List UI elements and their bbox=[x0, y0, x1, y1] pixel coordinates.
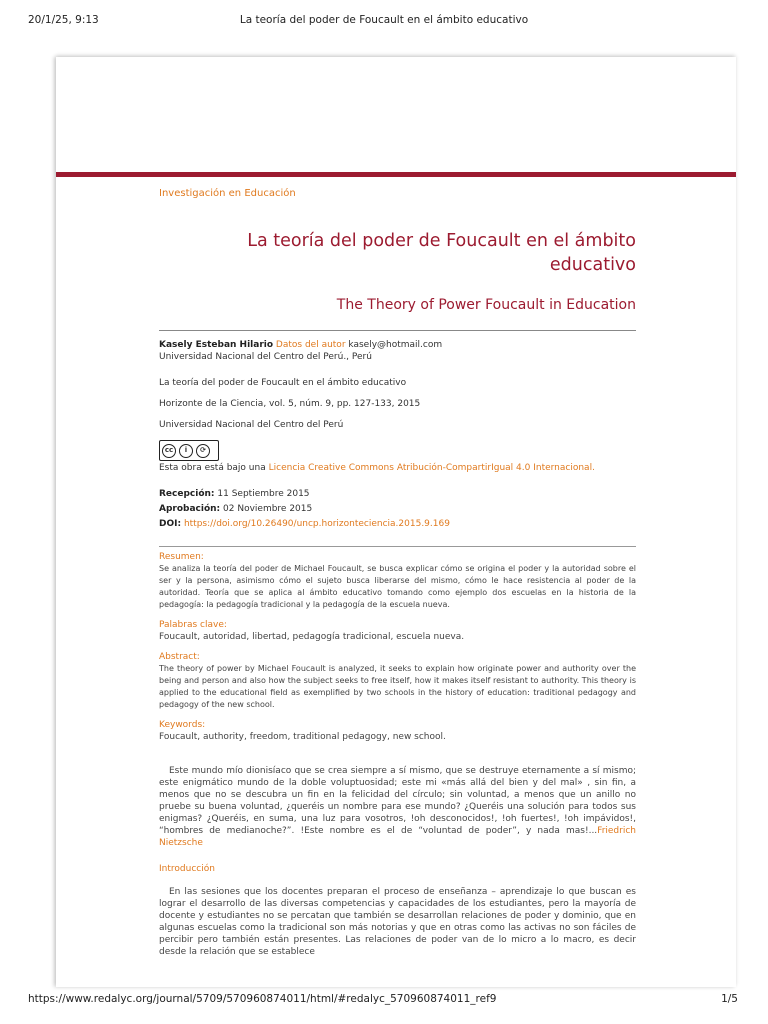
doi-link[interactable]: https://doi.org/10.26490/uncp.horizonteciencia.2015.9.169 bbox=[183, 519, 450, 529]
section-tag: Investigación en Educación bbox=[159, 188, 296, 199]
approval-date: 02 Noviembre 2015 bbox=[223, 504, 313, 514]
author-affiliation: Universidad Nacional del Centro del Perú., Perú bbox=[159, 352, 372, 362]
print-url: https://www.redalyc.org/journal/5709/570960874011/html/#redalyc_570960874011_ref9 bbox=[28, 993, 497, 1005]
author-email: kasely@hotmail.com bbox=[348, 340, 443, 350]
keywords-text: Foucault, authority, freedom, traditional pedagogy, new school. bbox=[159, 732, 446, 742]
divider bbox=[159, 546, 636, 547]
reception-label: Recepción: bbox=[159, 489, 215, 499]
author-details-link[interactable]: Datos del autor bbox=[275, 340, 346, 350]
sa-icon: ⟳ bbox=[196, 444, 210, 458]
article-subtitle: The Theory of Power Foucault in Education bbox=[336, 297, 636, 313]
dates-block bbox=[159, 487, 636, 532]
intro-heading: Introducción bbox=[159, 864, 215, 874]
reception-date: 11 Septiembre 2015 bbox=[217, 489, 310, 499]
author-name: Kasely Esteban Hilario bbox=[159, 340, 274, 350]
epigraph-text: Este mundo mío dionisíaco que se crea siempre a sí mismo, que se destruye eternamente a sí mismo; este enigmático mundo de la doble voluptuosidad; este mi «más allá del bien y del mal» , sin fin, a menos que no se descubra un fin en la felicidad del círculo; sin voluntad, a menos que un anillo no pruebe su buena voluntad, ¿queréis un nombre para ese mundo? ¿Queréis una solución para todos sus enigmas? ¿Queréis, en suma, una luz para vosotros, !oh desconocidos!, !oh fuertes!, !oh impávidos!, “hombres de medianoche?”. !Este nombre es el de “voluntad de poder”, y nada mas!... bbox=[159, 766, 636, 836]
citation-block bbox=[159, 377, 636, 431]
epigraph-author-link[interactable]: Friedrich Nietzsche bbox=[159, 826, 636, 848]
intro-text: En las sesiones que los docentes preparan el proceso de enseñanza – aprendizaje lo que buscan es lograr el desarrollo de las diversas competencias y capacidades de los estudiantes, pero la mayoría de docente y estudiantes no se percatan que también se desarrollan relaciones de poder y dominio, que en algunas escuelas como la tradicional son más notorias y que en otras como las activas no son fáciles de percibir pero también están presentes. Las relaciones de poder van de lo micro a lo macro, es decir desde la relación que se establece bbox=[159, 887, 636, 957]
article-title: La teoría del poder de Foucault en el ámbito educativo bbox=[247, 231, 636, 275]
approval-label: Aprobación: bbox=[159, 504, 221, 514]
article-page bbox=[56, 57, 736, 987]
page-number: 1/5 bbox=[721, 993, 738, 1005]
doi-label: DOI: bbox=[159, 519, 182, 529]
article-content bbox=[159, 188, 636, 958]
author-block bbox=[159, 339, 636, 363]
abstract-label: Abstract: bbox=[159, 652, 200, 662]
keywords-label: Keywords: bbox=[159, 720, 206, 730]
header-accent-bar bbox=[56, 172, 736, 177]
palabras-label: Palabras clave: bbox=[159, 620, 227, 630]
license-link[interactable]: Licencia Creative Commons Atribución-CompartirIgual 4.0 Internacional. bbox=[268, 463, 595, 473]
citation-title: La teoría del poder de Foucault en el ámbito educativo bbox=[159, 378, 407, 388]
divider bbox=[159, 330, 636, 331]
print-date: 20/1/25, 9:13 bbox=[28, 14, 99, 26]
citation-journal: Horizonte de la Ciencia, vol. 5, núm. 9, pp. 127-133, 2015 bbox=[159, 399, 421, 409]
abstract-text: The theory of power by Michael Foucault is analyzed, it seeks to explain how originate power and authority over the being and person and also how the subject seeks to free itself, how it makes itself resistant to authority. This theory is applied to the educational field as exemplified by two schools in the history of education: traditional pedagogy and pedagogy of the new school. bbox=[159, 664, 636, 709]
print-title: La teoría del poder de Foucault en el ámbito educativo bbox=[239, 14, 529, 26]
resumen-text: Se analiza la teoría del poder de Michael Foucault, se busca explicar cómo se origina el poder y la autoridad sobre el ser y la persona, asimismo cómo el sujeto busca liberarse del mismo, cómo le hace resistencia al poder de la autoridad. Teoría que se aplica al ámbito educativo tomando como ejemplo dos escuelas en la historia de la pedagogía: la pedagogía tradicional y la pedagogía de la escuela nueva. bbox=[159, 564, 636, 609]
epigraph bbox=[159, 765, 636, 849]
by-icon: i bbox=[179, 444, 193, 458]
cc-license-badge[interactable] bbox=[159, 440, 219, 461]
cc-icon: cc bbox=[162, 444, 176, 458]
license-prefix: Esta obra está bajo una bbox=[159, 463, 266, 473]
citation-publisher: Universidad Nacional del Centro del Perú bbox=[159, 420, 344, 430]
palabras-text: Foucault, autoridad, libertad, pedagogía tradicional, escuela nueva. bbox=[159, 632, 465, 642]
resumen-label: Resumen: bbox=[159, 552, 204, 562]
license-line bbox=[159, 463, 636, 473]
